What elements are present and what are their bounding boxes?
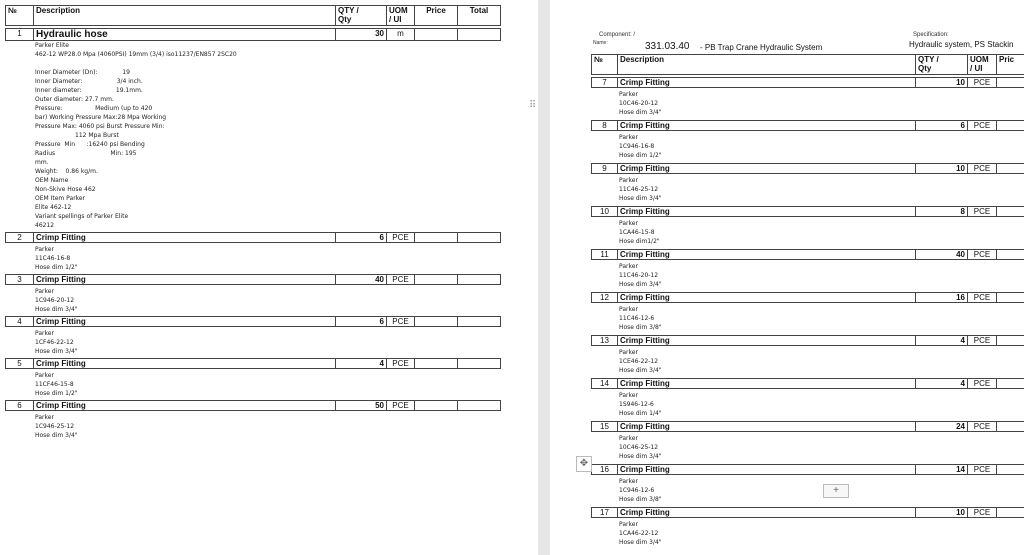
row-number: 1 xyxy=(6,29,34,41)
detail-line: Hose dim 3/4" xyxy=(35,432,78,439)
col-price: Pric xyxy=(997,55,1024,75)
detail-line: Hose dim1/2" xyxy=(619,238,660,245)
row-uom: PCE xyxy=(968,121,997,131)
table-row[interactable] xyxy=(5,28,501,41)
row-description: Crimp Fitting xyxy=(618,121,916,131)
row-details xyxy=(35,329,78,356)
detail-line: bar) Working Pressure Max:28 Mpa Working xyxy=(35,114,167,121)
row-description: Hydraulic hose xyxy=(34,29,336,41)
row-details xyxy=(619,176,662,203)
detail-line: Hose dim 3/4" xyxy=(619,539,662,546)
detail-line: Hose dim 3/4" xyxy=(619,195,662,202)
row-description: Crimp Fitting xyxy=(34,401,336,411)
detail-line: Hose dim 1/4" xyxy=(619,410,662,417)
row-price[interactable] xyxy=(997,121,1024,131)
row-details xyxy=(619,90,662,117)
row-details xyxy=(619,262,662,289)
detail-line: Pressure Max: 4060 psi Burst Pressure Min: xyxy=(35,123,165,130)
detail-line: 462-12 WP28.0 Mpa (4060PSI) 19mm (3/4) iso11237/EN857 2SC20 xyxy=(35,51,237,58)
detail-line: Parker xyxy=(619,306,638,313)
row-total[interactable] xyxy=(458,29,501,41)
table-row[interactable] xyxy=(591,464,1024,475)
row-price[interactable] xyxy=(997,336,1024,346)
row-price[interactable] xyxy=(997,293,1024,303)
row-uom: PCE xyxy=(968,422,997,432)
row-price[interactable] xyxy=(415,401,458,411)
row-price[interactable] xyxy=(997,78,1024,88)
table-row[interactable] xyxy=(591,77,1024,88)
row-details xyxy=(619,477,662,504)
detail-line: 10C46-25-12 xyxy=(619,444,659,451)
row-description: Crimp Fitting xyxy=(618,293,916,303)
col-no: № xyxy=(6,6,34,26)
row-description: Crimp Fitting xyxy=(618,508,916,518)
detail-line: 11C46-16-8 xyxy=(35,255,71,262)
detail-line: 1C946-25-12 xyxy=(35,423,75,430)
row-uom: m xyxy=(387,29,415,41)
row-number: 7 xyxy=(592,78,618,88)
row-qty: 40 xyxy=(336,275,387,285)
row-price[interactable] xyxy=(997,164,1024,174)
row-number: 11 xyxy=(592,250,618,260)
row-details xyxy=(35,371,78,398)
row-number: 6 xyxy=(6,401,34,411)
row-uom: PCE xyxy=(387,401,415,411)
row-price[interactable] xyxy=(997,379,1024,389)
row-details xyxy=(619,219,660,246)
detail-line: Parker xyxy=(35,330,54,337)
row-qty: 8 xyxy=(916,207,968,217)
row-description: Crimp Fitting xyxy=(618,207,916,217)
spec-value: Hydraulic system, PS Stackin xyxy=(909,40,1014,49)
row-description: Crimp Fitting xyxy=(618,78,916,88)
row-price[interactable] xyxy=(415,359,458,369)
row-details xyxy=(619,391,662,418)
col-uom: UOM / UI xyxy=(387,6,415,26)
row-uom: PCE xyxy=(968,465,997,475)
detail-line: Inner Diameter: 3/4 inch. xyxy=(35,78,143,85)
table-row[interactable] xyxy=(591,378,1024,389)
row-total[interactable] xyxy=(458,401,501,411)
col-qty: QTY / Qty xyxy=(916,55,968,75)
detail-line: Parker xyxy=(35,414,54,421)
row-price[interactable] xyxy=(997,508,1024,518)
row-total[interactable] xyxy=(458,233,501,243)
detail-line: Pressure: Medium (up to 420 xyxy=(35,105,153,112)
detail-line: 112 Mpa Burst xyxy=(35,132,119,139)
detail-line: Parker xyxy=(619,521,638,528)
row-price[interactable] xyxy=(997,207,1024,217)
row-number: 4 xyxy=(6,317,34,327)
row-number: 12 xyxy=(592,293,618,303)
row-description: Crimp Fitting xyxy=(618,164,916,174)
table-row[interactable] xyxy=(591,249,1024,260)
detail-line: 11C46-12-6 xyxy=(619,315,655,322)
detail-line: Hose dim 3/4" xyxy=(619,453,662,460)
detail-line: mm. xyxy=(35,159,49,166)
row-description: Crimp Fitting xyxy=(618,379,916,389)
table-row[interactable] xyxy=(5,232,501,243)
detail-line: Hose dim 1/2" xyxy=(619,152,662,159)
row-number: 13 xyxy=(592,336,618,346)
detail-line: Parker xyxy=(619,134,638,141)
row-uom: PCE xyxy=(968,293,997,303)
row-qty: 40 xyxy=(916,250,968,260)
row-number: 14 xyxy=(592,379,618,389)
row-details xyxy=(619,434,662,461)
table-row[interactable] xyxy=(591,421,1024,432)
row-description: Crimp Fitting xyxy=(618,336,916,346)
detail-line xyxy=(35,59,237,68)
row-number: 5 xyxy=(6,359,34,369)
table-move-handle-icon[interactable]: ✥ xyxy=(576,456,592,472)
row-uom: PCE xyxy=(968,78,997,88)
detail-line: Weight: 0.86 kg/m. xyxy=(35,168,98,175)
row-total[interactable] xyxy=(458,359,501,369)
row-price[interactable] xyxy=(415,233,458,243)
detail-line: Hose dim 1/2" xyxy=(35,264,78,271)
row-uom: PCE xyxy=(387,275,415,285)
table-row[interactable] xyxy=(591,120,1024,131)
row-price[interactable] xyxy=(415,275,458,285)
detail-line: Hose dim 3/8" xyxy=(619,324,662,331)
row-number: 10 xyxy=(592,207,618,217)
row-uom: PCE xyxy=(968,336,997,346)
component-code: 331.03.40 xyxy=(645,41,690,52)
row-qty: 6 xyxy=(336,317,387,327)
detail-line: Inner Diameter (Dn): 19 xyxy=(35,69,130,76)
detail-line: 11CF46-15-8 xyxy=(35,381,74,388)
detail-line: Parker xyxy=(619,392,638,399)
row-total[interactable] xyxy=(458,317,501,327)
row-uom: PCE xyxy=(968,250,997,260)
row-uom: PCE xyxy=(968,508,997,518)
detail-line: Parker xyxy=(619,349,638,356)
col-total: Total xyxy=(458,6,501,26)
row-uom: PCE xyxy=(387,317,415,327)
detail-line: 1C946-20-12 xyxy=(35,297,75,304)
row-details xyxy=(35,245,78,272)
row-price[interactable] xyxy=(997,250,1024,260)
row-price[interactable] xyxy=(415,317,458,327)
detail-line: Parker xyxy=(619,263,638,270)
row-qty: 24 xyxy=(916,422,968,432)
row-uom: PCE xyxy=(968,379,997,389)
row-qty: 14 xyxy=(916,465,968,475)
row-uom: PCE xyxy=(387,359,415,369)
detail-line: Hose dim 3/4" xyxy=(619,281,662,288)
row-qty: 4 xyxy=(916,379,968,389)
row-details xyxy=(619,133,662,160)
detail-line: Hose dim 3/4" xyxy=(619,109,662,116)
detail-line: Hose dim 3/4" xyxy=(619,367,662,374)
row-number: 8 xyxy=(592,121,618,131)
row-description: Crimp Fitting xyxy=(34,359,336,369)
detail-line: Parker xyxy=(619,478,638,485)
component-name: - PB Trap Crane Hydraulic System xyxy=(700,43,823,52)
col-price: Price xyxy=(415,6,458,26)
col-no: № xyxy=(592,55,618,75)
table-row[interactable] xyxy=(591,292,1024,303)
row-number: 9 xyxy=(592,164,618,174)
detail-line: Elite 462-12 xyxy=(35,204,72,211)
name-label: Name: xyxy=(593,40,608,46)
row-description: Crimp Fitting xyxy=(618,422,916,432)
row-qty: 10 xyxy=(916,164,968,174)
table-row[interactable] xyxy=(591,163,1024,174)
table-row[interactable] xyxy=(5,358,501,369)
row-description: Crimp Fitting xyxy=(618,465,916,475)
row-price[interactable] xyxy=(997,422,1024,432)
col-description: Description xyxy=(34,6,336,26)
add-row-button[interactable]: + xyxy=(823,484,849,498)
row-qty: 16 xyxy=(916,293,968,303)
table-row[interactable] xyxy=(591,206,1024,217)
row-number: 16 xyxy=(592,465,618,475)
row-qty: 30 xyxy=(336,29,387,41)
row-uom: PCE xyxy=(968,207,997,217)
row-description: Crimp Fitting xyxy=(34,233,336,243)
row-description: Crimp Fitting xyxy=(618,250,916,260)
detail-line: 1CA46-15-8 xyxy=(619,229,655,236)
row-details xyxy=(35,413,78,440)
detail-line: 1S946-12-6 xyxy=(619,401,654,408)
row-qty: 10 xyxy=(916,78,968,88)
row-details xyxy=(619,520,662,547)
document-page-right xyxy=(550,0,1024,555)
detail-line: 1C946-16-8 xyxy=(619,143,655,150)
detail-line: OEM Name xyxy=(35,177,69,184)
row-description: Crimp Fitting xyxy=(34,275,336,285)
row-qty: 6 xyxy=(916,121,968,131)
detail-line: Parker xyxy=(619,177,638,184)
detail-line: Hose dim 3/4" xyxy=(35,348,78,355)
detail-line: 11C46-25-12 xyxy=(619,186,659,193)
table-row[interactable] xyxy=(591,335,1024,346)
row-qty: 4 xyxy=(916,336,968,346)
table-row[interactable] xyxy=(5,400,501,411)
detail-line: Parker xyxy=(35,246,54,253)
row-number: 2 xyxy=(6,233,34,243)
row-qty: 50 xyxy=(336,401,387,411)
spec-label: Specification: xyxy=(913,32,949,38)
row-total[interactable] xyxy=(458,275,501,285)
detail-line: 46212 xyxy=(35,222,55,229)
table-header xyxy=(5,5,501,26)
detail-line: Outer diameter: 27.7 mm. xyxy=(35,96,114,103)
detail-line: 1C946-12-6 xyxy=(619,487,655,494)
row-qty: 4 xyxy=(336,359,387,369)
table-header-right xyxy=(591,54,1024,75)
detail-line: Non-Skive Hose 462 xyxy=(35,186,96,193)
detail-line: Parker Elite xyxy=(35,42,69,49)
col-qty: QTY / Qty xyxy=(336,6,387,26)
drag-handle-icon[interactable]: ⠿ xyxy=(529,100,537,111)
detail-line: Parker xyxy=(619,435,638,442)
detail-line: Inner diameter: 19.1mm. xyxy=(35,87,143,94)
col-description: Description xyxy=(618,55,916,75)
table-row[interactable] xyxy=(5,274,501,285)
detail-line: 10C46-20-12 xyxy=(619,100,659,107)
row-uom: PCE xyxy=(387,233,415,243)
row-number: 15 xyxy=(592,422,618,432)
table-row[interactable] xyxy=(5,316,501,327)
detail-line: 1CA46-22-12 xyxy=(619,530,659,537)
component-label: Component: / xyxy=(599,32,636,38)
detail-line: Parker xyxy=(619,220,638,227)
row-price[interactable] xyxy=(415,29,458,41)
detail-line: 1CE46-22-12 xyxy=(619,358,659,365)
detail-line: Hose dim 3/8" xyxy=(619,496,662,503)
row-number: 3 xyxy=(6,275,34,285)
row-number: 17 xyxy=(592,508,618,518)
detail-line: 1CF46-22-12 xyxy=(35,339,74,346)
row-qty: 10 xyxy=(916,508,968,518)
row-details xyxy=(35,41,237,230)
table-row[interactable] xyxy=(591,507,1024,518)
row-price[interactable] xyxy=(997,465,1024,475)
row-description: Crimp Fitting xyxy=(34,317,336,327)
col-uom: UOM / UI xyxy=(968,55,997,75)
detail-line: 11C46-20-12 xyxy=(619,272,659,279)
row-uom: PCE xyxy=(968,164,997,174)
detail-line: Pressure Min :16240 psi Bending xyxy=(35,141,145,148)
detail-line: Parker xyxy=(35,288,54,295)
row-details xyxy=(619,305,662,332)
row-details xyxy=(619,348,662,375)
detail-line: Radius Min: 195 xyxy=(35,150,137,157)
row-qty: 6 xyxy=(336,233,387,243)
detail-line: Variant spellings of Parker Elite xyxy=(35,213,129,220)
detail-line: Hose dim 3/4" xyxy=(35,306,78,313)
detail-line: Parker xyxy=(35,372,54,379)
detail-line: Hose dim 1/2" xyxy=(35,390,78,397)
detail-line: OEM Item Parker xyxy=(35,195,86,202)
detail-line: Parker xyxy=(619,91,638,98)
row-details xyxy=(35,287,78,314)
